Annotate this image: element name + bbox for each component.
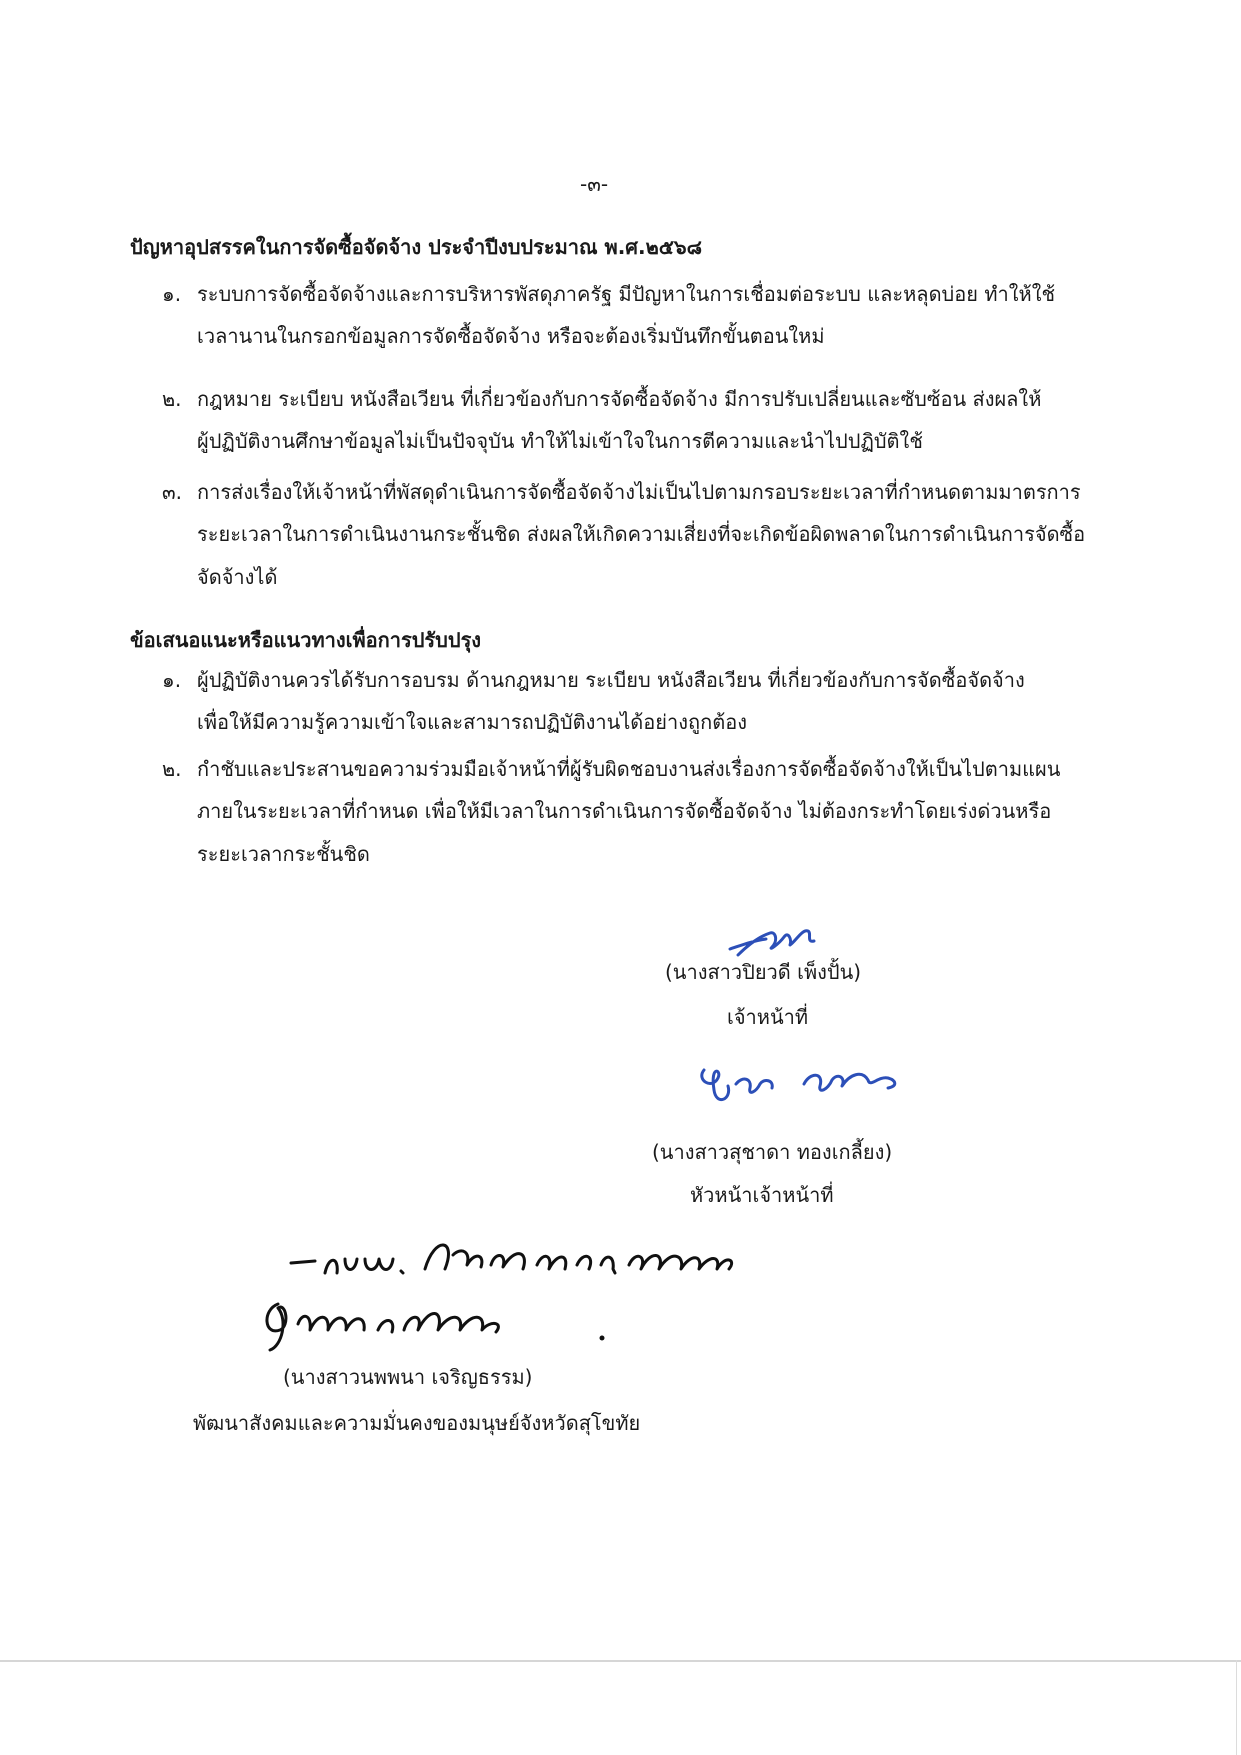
signature-2-scribble (692, 1050, 942, 1120)
section1-item3-number: ๓. (162, 480, 183, 504)
signature-1-name: (นางสาวปิยวดี เพ็งปั้น) (665, 960, 862, 984)
signature-3-name: (นางสาวนพพนา เจริญธรรม) (283, 1365, 533, 1389)
section1-item1-number: ๑. (162, 282, 182, 306)
page-bottom-divider (0, 1660, 1241, 1662)
section1-item1-line2: เวลานานในกรอกข้อมูลการจัดซื้อจัดจ้าง หรือจะต้องเริ่มบันทึกขั้นตอนใหม่ (197, 324, 825, 348)
page-number: -๓- (580, 172, 609, 196)
section1-item3-line1: การส่งเรื่องให้เจ้าหน้าที่พัสดุดำเนินการจัดซื้อจัดจ้างไม่เป็นไปตามกรอบระยะเวลาที่กำหนดตามมาตรการ (197, 480, 1081, 504)
section1-item3-line2: ระยะเวลาในการดำเนินงานกระชั้นชิด ส่งผลให้เกิดความเสี่ยงที่จะเกิดข้อผิดพลาดในการดำเนินการจัดซื้อ (197, 522, 1086, 546)
section1-heading: ปัญหาอุปสรรคในการจัดซื้อจัดจ้าง ประจำปีงบประมาณ พ.ศ.๒๕๖๘ (130, 235, 703, 259)
section1-item2-line2: ผู้ปฏิบัติงานศึกษาข้อมูลไม่เป็นปัจจุบัน ทำให้ไม่เข้าใจในการตีความและนำไปปฏิบัติใช้ (197, 429, 923, 453)
signature-1-position: เจ้าหน้าที่ (727, 1005, 809, 1029)
section2-item2-line3: ระยะเวลากระชั้นชิด (197, 842, 370, 866)
section2-item1-line2: เพื่อให้มีความรู้ความเข้าใจและสามารถปฏิบัติงานได้อย่างถูกต้อง (197, 710, 747, 734)
section2-heading: ข้อเสนอแนะหรือแนวทางเพื่อการปรับปรุง (130, 628, 482, 652)
section2-item2-line1: กำชับและประสานขอความร่วมมือเจ้าหน้าที่ผู้รับผิดชอบงานส่งเรื่องการจัดซื้อจัดจ้างให้เป็นไปตามแผน (197, 757, 1061, 781)
signature-2-name: (นางสาวสุชาดา ทองเกลี้ยง) (652, 1140, 893, 1164)
section1-item2-number: ๒. (162, 387, 182, 411)
page-right-edge-line (1236, 1660, 1237, 1755)
section1-item1-line1: ระบบการจัดซื้อจัดจ้างและการบริหารพัสดุภาครัฐ มีปัญหาในการเชื่อมต่อระบบ และหลุดบ่อย ทำให้ใช้ (197, 282, 1056, 306)
section2-item1-line1: ผู้ปฏิบัติงานควรได้รับการอบรม ด้านกฎหมาย ระเบียบ หนังสือเวียน ที่เกี่ยวข้องกับการจัดซื้อจัดจ้าง (197, 668, 1025, 692)
section2-item2-number: ๒. (162, 757, 182, 781)
signature-2-position: หัวหน้าเจ้าหน้าที่ (690, 1183, 834, 1207)
section2-item1-number: ๑. (162, 668, 182, 692)
section2-item2-line2: ภายในระยะเวลาที่กำหนด เพื่อให้มีเวลาในการดำเนินการจัดซื้อจัดจ้าง ไม่ต้องกระทำโดยเร่งด่วนหรือ (197, 799, 1052, 823)
section1-item3-line3: จัดจ้างได้ (197, 565, 278, 589)
signature-3-scribble (258, 1290, 618, 1360)
signature-3-position: พัฒนาสังคมและความมั่นคงของมนุษย์จังหวัดสุโขทัย (193, 1411, 641, 1435)
section1-item2-line1: กฎหมาย ระเบียบ หนังสือเวียน ที่เกี่ยวข้องกับการจัดซื้อจัดจ้าง มีการปรับเปลี่ยนและซับซ้อน ส่งผลให้ (197, 387, 1042, 411)
